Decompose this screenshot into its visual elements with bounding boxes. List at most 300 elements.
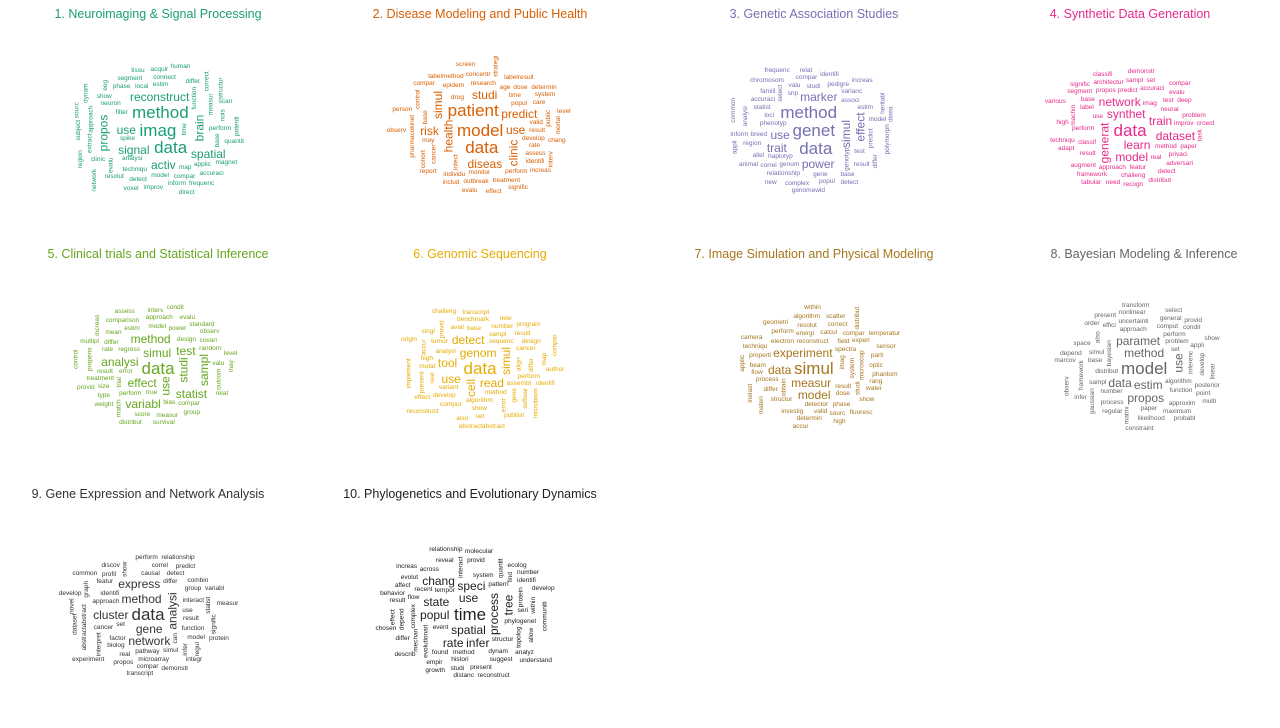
cloud-word: health: [441, 119, 456, 153]
cloud-word: comput: [1156, 323, 1179, 331]
cloud-word: detect: [129, 175, 147, 183]
cloud-word: data: [141, 358, 175, 378]
cloud-word: variant: [438, 383, 459, 391]
cloud-word: topolog: [515, 626, 523, 648]
cloud-word: result: [389, 597, 406, 605]
cloud-word: experiment: [72, 655, 105, 663]
cloud-word: time: [181, 123, 189, 136]
cloud-word: compar: [842, 330, 865, 337]
cloud-word: power: [168, 324, 187, 332]
cloud-word: new: [499, 314, 512, 322]
cloud-word: adversari: [1166, 160, 1193, 168]
cloud-word: spatial: [451, 623, 486, 638]
cloud-word: experi: [852, 337, 870, 345]
cloud-word: type: [97, 391, 110, 399]
cloud-word: method: [130, 332, 171, 347]
cloud-word: imag: [139, 120, 177, 140]
cloud-word: present: [1094, 311, 1117, 319]
cloud-word: evolut: [400, 573, 419, 581]
cloud-word: new: [764, 178, 777, 186]
cloud-word: local: [135, 82, 149, 90]
cloud-word: depend: [398, 608, 406, 631]
cloud-word: techniqu: [1050, 136, 1075, 144]
cloud-word: propos: [96, 114, 111, 152]
cloud-word: valid: [529, 119, 543, 127]
cloud-word: labelmethod: [428, 72, 464, 80]
cloud-word: signific: [508, 184, 528, 192]
cloud-word: heritabl: [879, 92, 887, 114]
cloud-word: algorithm: [1164, 378, 1192, 386]
word-cloud: [4, 504, 292, 724]
cloud-word: use: [182, 607, 193, 615]
cloud-word: function: [191, 86, 199, 110]
topic-panel-10: [320, 486, 620, 724]
cloud-word: studi: [450, 664, 465, 672]
cloud-word: quantit: [497, 558, 505, 579]
cloud-word: bayesian: [1105, 340, 1113, 367]
cloud-word: mortal: [555, 115, 563, 134]
cloud-word: snp: [787, 89, 799, 97]
cloud-word: estim: [152, 81, 169, 89]
cloud-word: observ: [1063, 376, 1071, 397]
cloud-word: cancer: [93, 624, 114, 632]
cloud-word: use: [441, 371, 461, 386]
cloud-word: need: [1105, 179, 1121, 187]
cloud-word: frequenc: [764, 67, 790, 75]
cloud-word: select: [777, 84, 785, 102]
cloud-word: clinic: [90, 156, 106, 164]
cloud-word: rang: [869, 378, 883, 386]
cloud-word: reconstruct: [129, 90, 190, 105]
cloud-word: behavior: [380, 589, 405, 597]
cloud-word: measur: [791, 375, 832, 390]
panel-title: 6. Genomic Sequencing: [413, 247, 547, 261]
cloud-word: estim: [1133, 377, 1163, 392]
cloud-word: haplotyp: [768, 153, 793, 161]
cloud-word: mutat: [419, 363, 436, 371]
cloud-word: detect: [451, 332, 485, 347]
cloud-word: phantom: [872, 371, 898, 379]
cloud-word: perform: [1071, 125, 1095, 133]
cloud-word: accuraci: [1140, 84, 1165, 92]
cloud-word: result: [1079, 149, 1096, 157]
cloud-word: method: [452, 648, 475, 656]
word-cloud: [656, 264, 972, 472]
cloud-word: statist: [753, 104, 771, 112]
cloud-word: learn: [1123, 137, 1151, 152]
cloud-word: method: [780, 102, 838, 122]
cloud-word: perform: [771, 327, 794, 335]
cloud-word: sampl: [197, 353, 212, 386]
cloud-word: perform: [505, 168, 528, 176]
cloud-word: identifi: [525, 158, 545, 165]
cloud-word: infer: [181, 642, 189, 656]
cloud-word: simul: [1088, 348, 1105, 356]
cloud-word: imag: [839, 355, 846, 370]
cloud-word: signal: [118, 142, 150, 157]
cloud-word: within: [804, 303, 821, 311]
cloud-word: infer: [1074, 393, 1087, 401]
cloud-word: result: [183, 615, 199, 623]
cloud-word: infect: [452, 153, 460, 170]
cloud-word: analyz: [515, 648, 534, 656]
cloud-word: risk: [420, 124, 439, 139]
cloud-word: correct: [827, 320, 848, 328]
panel-title: 1. Neuroimaging & Signal Processing: [54, 7, 262, 21]
cloud-word: polymorph: [883, 123, 891, 155]
cloud-word: challeng: [431, 307, 457, 315]
cloud-word: control: [414, 89, 422, 110]
cloud-word: across: [419, 566, 439, 574]
cloud-word: resolut: [104, 173, 124, 181]
cloud-word: model: [187, 634, 205, 642]
cloud-word: sensor: [876, 342, 896, 350]
cloud-word: comput: [440, 400, 462, 408]
cloud-word: match: [115, 399, 123, 417]
cloud-word: differ: [395, 634, 410, 642]
cloud-word: estim: [124, 325, 140, 333]
cloud-word: base: [466, 324, 482, 332]
cloud-word: analysi: [435, 348, 456, 356]
cloud-word: segment: [1067, 87, 1093, 95]
cloud-word: method: [1124, 346, 1165, 361]
cloud-word: variabl: [204, 585, 225, 593]
cloud-word: point: [1196, 389, 1211, 397]
cloud-word: label: [1080, 104, 1094, 112]
cloud-word: system: [534, 91, 556, 99]
cloud-word: describ: [394, 651, 416, 659]
cloud-word: determin: [531, 83, 557, 91]
cloud-word: cancer: [430, 144, 438, 165]
cloud-word: use: [1171, 353, 1186, 373]
cloud-word: correl: [151, 561, 168, 569]
cloud-word: size: [97, 383, 110, 391]
cloud-word: train: [1148, 113, 1173, 128]
cloud-word: approach: [1098, 163, 1126, 171]
cloud-word: molecular: [464, 547, 494, 555]
cloud-word: approach: [87, 105, 95, 133]
cloud-word: test: [854, 147, 865, 155]
cloud-word: tabular: [1081, 178, 1102, 186]
panel-title: 7. Image Simulation and Physical Modeling: [694, 247, 934, 261]
cloud-word: set: [116, 621, 125, 629]
cloud-word: variabl: [125, 397, 161, 412]
cloud-word: model: [868, 116, 887, 124]
cloud-word: differ: [104, 338, 119, 346]
cloud-word: show: [1204, 334, 1220, 342]
cloud-word: imag: [1142, 100, 1157, 108]
cloud-word: gaussian: [1089, 388, 1097, 415]
cloud-word: epidem: [442, 81, 464, 89]
cloud-word: provid: [467, 557, 485, 565]
cloud-word: quantit: [224, 137, 244, 145]
cloud-word: relat: [799, 66, 813, 74]
cloud-word: present: [470, 663, 492, 671]
cloud-word: result: [835, 383, 852, 391]
cloud-word: test: [1162, 96, 1174, 104]
cloud-word: may: [228, 360, 236, 373]
cloud-word: linear: [1209, 363, 1217, 379]
panel-title: 4. Synthetic Data Generation: [1049, 7, 1211, 21]
cloud-word: data: [154, 138, 188, 158]
cloud-word: design: [521, 338, 541, 346]
cloud-word: differ: [763, 386, 778, 394]
cloud-word: water: [866, 385, 882, 393]
cloud-word: dynam: [488, 647, 508, 655]
cloud-word: measur: [216, 599, 239, 607]
cloud-word: level: [223, 350, 238, 358]
cloud-word: problem: [1182, 111, 1206, 119]
cloud-word: outbreak: [463, 177, 489, 185]
cloud-word: map: [540, 353, 548, 366]
cloud-word: accur: [792, 422, 809, 430]
cloud-word: high: [420, 355, 433, 363]
cloud-word: protein: [209, 635, 229, 643]
word-cloud: [984, 24, 1276, 236]
cloud-word: condit: [1183, 324, 1201, 332]
cloud-word: paper: [1140, 405, 1158, 413]
cloud-word: simul: [143, 345, 172, 360]
cloud-word: chosen: [375, 625, 397, 633]
cloud-word: state: [423, 594, 450, 609]
cloud-word: featur: [1129, 164, 1147, 172]
cloud-word: set: [1146, 77, 1156, 85]
cloud-word: allel: [752, 152, 765, 160]
cloud-word: program: [516, 321, 541, 329]
cloud-word: analysi: [122, 155, 143, 163]
cloud-word: trait: [766, 140, 787, 155]
cloud-word: regular: [1102, 407, 1123, 415]
cloud-word: process: [487, 593, 502, 636]
cloud-word: softwar: [522, 387, 530, 409]
cloud-word: ecolog: [507, 562, 527, 570]
cloud-word: inelast: [747, 384, 755, 403]
cloud-word: group: [183, 409, 201, 417]
cloud-word: spatial: [190, 147, 226, 162]
cloud-word: famili: [760, 88, 776, 95]
cloud-word: strategi: [492, 56, 500, 78]
cloud-word: labelresult: [504, 74, 534, 82]
cloud-word: popul: [511, 99, 527, 107]
cloud-word: interact: [457, 556, 465, 578]
cloud-word: posterior: [1194, 381, 1220, 389]
cloud-word: problem: [1165, 338, 1189, 346]
cloud-word: inform: [730, 131, 749, 139]
cloud-word: high: [1056, 118, 1069, 126]
cloud-word: comparison: [105, 317, 140, 325]
cloud-word: nois: [219, 109, 227, 122]
cloud-word: animal: [738, 161, 759, 169]
panel-title: 9. Gene Expression and Network Analysis: [31, 487, 265, 501]
cloud-word: reconstruct: [477, 672, 510, 680]
cloud-word: inferenc: [1186, 350, 1194, 374]
cloud-word: screen: [455, 60, 476, 68]
cloud-word: simul: [431, 91, 446, 120]
cloud-word: includ: [442, 178, 460, 186]
cloud-word: marker: [800, 90, 838, 105]
cloud-word: constraint: [1125, 424, 1154, 432]
cloud-word: propos: [1127, 390, 1165, 405]
cloud-word: propos: [113, 659, 134, 667]
cloud-word: activ: [150, 158, 176, 173]
cloud-word: studi: [806, 82, 821, 90]
cloud-word: number: [517, 569, 540, 577]
cloud-word: adapt: [1058, 145, 1075, 153]
cloud-word: show: [120, 561, 128, 577]
cloud-word: investig: [781, 407, 804, 415]
cloud-word: gene: [135, 621, 163, 636]
cloud-word: rate: [101, 345, 114, 353]
cloud-word: random: [199, 345, 222, 353]
cloud-word: model: [1115, 150, 1148, 165]
cloud-word: eeg: [102, 80, 110, 92]
cloud-word: may: [422, 136, 435, 144]
cloud-word: genotyp: [843, 147, 851, 171]
cloud-word: demonstr: [161, 665, 189, 673]
cloud-word: genet: [792, 120, 836, 140]
cloud-word: microarray: [138, 656, 169, 664]
cloud-word: develop: [58, 589, 82, 597]
cloud-word: tumor: [431, 338, 448, 346]
cloud-word: interv: [147, 306, 164, 314]
cloud-word: evalu: [179, 313, 196, 321]
cloud-word: synthet: [1106, 107, 1146, 122]
cloud-word: augment: [1070, 162, 1096, 170]
cloud-word: optic: [869, 361, 883, 369]
cloud-word: person: [392, 106, 413, 114]
cloud-word: classif: [1077, 138, 1097, 146]
cloud-word: error: [119, 367, 133, 375]
cloud-word: result: [97, 368, 113, 376]
cloud-word: improv: [143, 183, 164, 191]
cloud-word: seri: [517, 606, 529, 614]
word-cloud: [322, 264, 638, 472]
cloud-word: causal: [141, 569, 160, 577]
cloud-word: trial: [115, 377, 123, 388]
cloud-word: differ: [527, 358, 535, 373]
cloud-word: chalieng: [1121, 171, 1146, 179]
topic-panel-3: [656, 6, 972, 236]
word-cloud: [656, 24, 972, 236]
cloud-word: compar: [413, 80, 435, 88]
topic-panel-6: [322, 246, 638, 472]
cloud-word: biolog: [107, 641, 125, 649]
cloud-word: pattern: [488, 581, 509, 589]
cloud-word: recogn: [1123, 180, 1144, 188]
cloud-word: differ: [871, 153, 879, 169]
cloud-word: data: [463, 358, 497, 378]
cloud-word: communiti: [541, 601, 549, 631]
cloud-word: base: [213, 132, 221, 147]
cloud-word: relationship: [161, 554, 195, 562]
cloud-word: matrix: [1123, 406, 1131, 425]
word-cloud: [4, 264, 312, 472]
cloud-word: determin: [796, 415, 822, 423]
cloud-word: evolutionari: [422, 624, 430, 659]
cloud-word: system: [472, 571, 494, 579]
cloud-word: propos: [1095, 87, 1116, 95]
cloud-word: inform: [167, 180, 186, 188]
cloud-word: detect: [840, 179, 859, 187]
cloud-word: within: [530, 596, 538, 614]
cloud-word: event: [432, 624, 449, 632]
cloud-word: true: [146, 389, 158, 397]
cloud-word: calcul: [820, 328, 838, 336]
cloud-word: method: [484, 388, 507, 396]
cloud-word: applic: [739, 355, 747, 373]
cloud-word: develop: [531, 585, 555, 593]
cloud-word: spike: [119, 134, 136, 142]
cloud-word: framework: [1076, 171, 1108, 179]
cloud-word: integr: [185, 656, 203, 664]
cloud-word: time: [508, 91, 521, 99]
cloud-word: camera: [740, 334, 763, 342]
cloud-word: subject: [74, 119, 82, 141]
cloud-word: system: [848, 358, 856, 380]
cloud-word: data: [1108, 375, 1132, 390]
cloud-word: predict: [175, 562, 196, 570]
cloud-word: tool: [437, 356, 458, 371]
cloud-word: error: [500, 397, 508, 412]
cloud-word: complex: [784, 179, 810, 187]
cloud-word: machin: [1070, 105, 1078, 127]
cloud-word: power: [801, 156, 835, 171]
cloud-word: beam: [749, 361, 766, 369]
cloud-word: statist: [175, 386, 208, 401]
cloud-word: approxim: [1168, 399, 1196, 407]
cloud-word: maximum: [1162, 407, 1192, 415]
cloud-word: use: [158, 376, 173, 396]
cloud-word: identifi: [820, 70, 839, 78]
cloud-word: avail: [450, 324, 464, 332]
cloud-word: measur: [156, 411, 179, 419]
cloud-word: obtain: [780, 378, 788, 396]
cloud-word: control: [72, 349, 80, 370]
cloud-word: drug: [450, 93, 464, 101]
cloud-word: order: [1084, 320, 1100, 328]
cloud-word: approach: [92, 597, 120, 605]
cloud-word: use: [770, 127, 790, 142]
cloud-word: distribut: [854, 307, 862, 330]
cloud-word: distribut: [1095, 367, 1118, 375]
cloud-word: reveal: [435, 557, 454, 565]
cloud-word: predict: [501, 107, 538, 121]
cloud-word: dataset: [1155, 129, 1196, 144]
cloud-word: classifi: [1092, 70, 1113, 78]
topic-panel-4: [984, 6, 1276, 236]
cloud-word: likelihood: [1137, 415, 1165, 423]
cloud-word: algorithm: [793, 313, 821, 321]
cloud-word: genom: [779, 161, 800, 169]
cloud-word: assess: [525, 150, 546, 158]
topic-panel-1: [4, 6, 312, 236]
cloud-word: data: [799, 139, 833, 159]
cloud-word: dataset: [71, 614, 79, 636]
cloud-word: loci: [764, 111, 775, 119]
cloud-word: model: [151, 171, 169, 179]
cloud-word: analysi: [101, 355, 139, 370]
cloud-word: infer: [466, 635, 490, 650]
cloud-word: filter: [115, 108, 128, 116]
cloud-word: structur: [217, 77, 225, 99]
cloud-word: function: [1169, 387, 1193, 395]
cloud-word: increas: [851, 76, 873, 84]
cloud-word: magnet: [215, 159, 238, 167]
cloud-word: pharmacokinet: [408, 114, 416, 158]
cloud-word: chromosom: [750, 76, 784, 84]
cloud-word: base: [1088, 356, 1103, 364]
cloud-word: treatment: [492, 176, 521, 184]
